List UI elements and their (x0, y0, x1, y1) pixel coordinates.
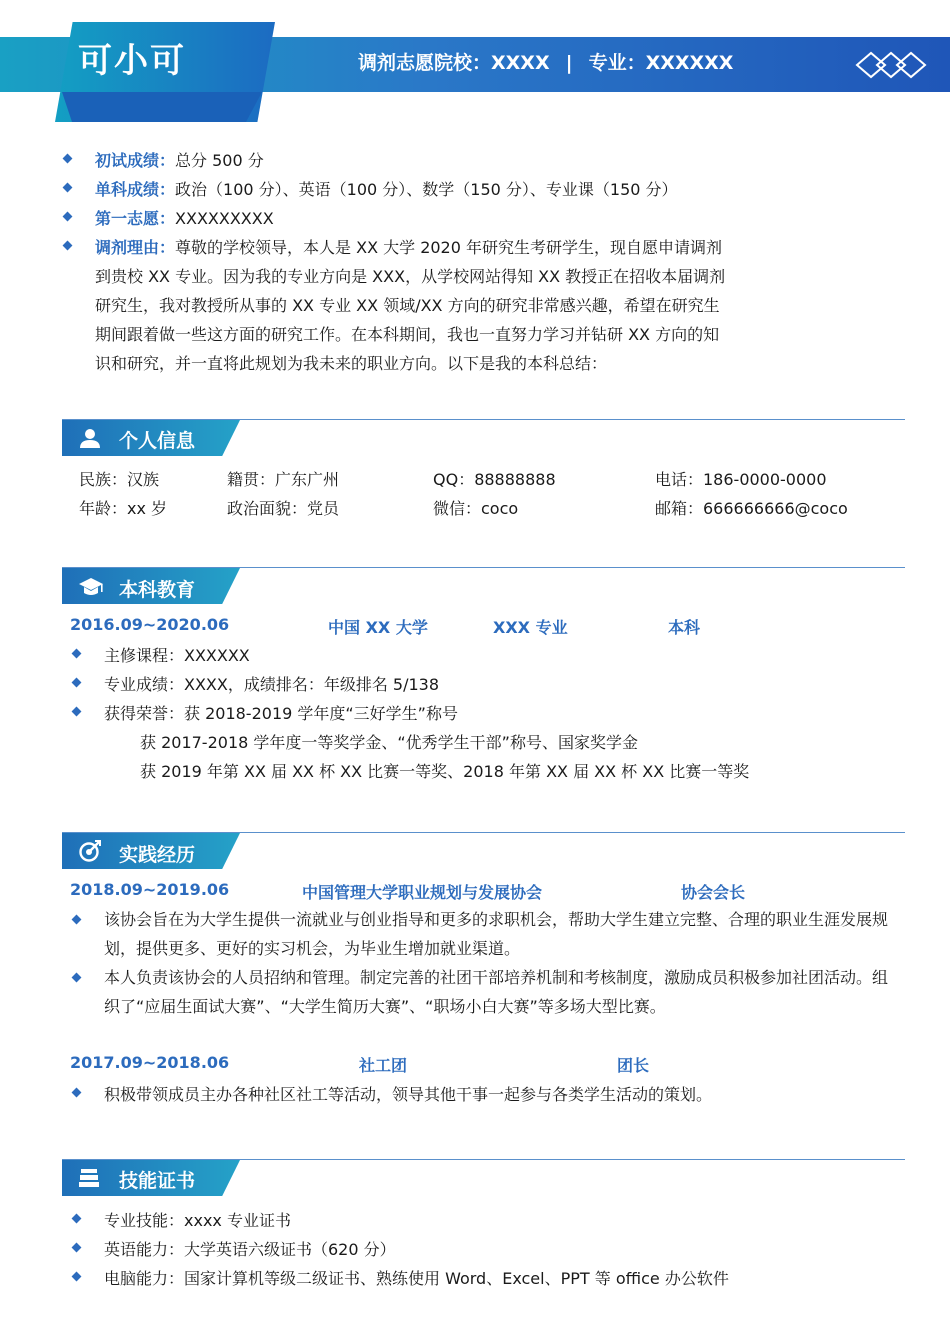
bullet-icon (72, 915, 82, 925)
intro-value: XXXXXXXXX (175, 209, 274, 228)
info-email: 邮箱：666666666@coco (655, 499, 848, 518)
bullet-icon (72, 1243, 82, 1253)
info-hometown: 籍贯：广东广州 (227, 470, 340, 489)
reason-text: 尊敬的学校领导，本人是 XX 大学 2020 年研究生考研学生，现自愿申请调剂到贵校 XX 专业。因为我的专业方向是 XXX，从学校网站得知 XX 教授正在招收本届调剂研究生，我对教授所从事的 XX 专业 XX 领域/XX 方向的研究非常感兴趣，希望在研究生期间跟着做一些这方面的研究工作。在本科期间，我也一直努力学习并钻研 XX 方向的知识和研究，并一直将此规划为我未来的职业方向。以下是我的本科总结： (95, 238, 726, 373)
bullet-icon (72, 707, 82, 717)
candidate-name: 可小可 (78, 41, 186, 81)
edu-major: XXX 专业 (493, 618, 568, 637)
intro-item (95, 177, 678, 200)
section-divider (62, 1159, 905, 1160)
target-school: 调剂志愿院校：XXXX (358, 52, 550, 74)
intro-value: 总分 500 分 (175, 151, 264, 170)
bullet-icon (72, 1088, 82, 1098)
section-title: 实践经历 (119, 844, 196, 866)
exp-role: 团长 (617, 1056, 650, 1075)
intro-value: 政治（100 分）、英语（100 分）、数学（150 分）、专业课（150 分） (175, 180, 678, 199)
info-age: 年龄：xx 岁 (79, 499, 168, 518)
skill-item: 电脑能力：国家计算机等级二级证书、熟练使用 Word、Excel、PPT 等 office 办公软件 (104, 1269, 729, 1288)
diamonds-decoration-icon (855, 50, 927, 80)
edu-item: 主修课程：XXXXXX (104, 646, 250, 665)
user-icon (78, 428, 102, 448)
exp-period: 2018.09~2019.06 (70, 880, 230, 899)
info-political: 政治面貌：党员 (227, 499, 340, 518)
reason-paragraph (95, 233, 735, 383)
target-check-icon (78, 840, 102, 862)
edu-item: 专业成绩：XXXX，成绩排名：年级排名 5/138 (104, 675, 440, 694)
target-separator: | (565, 52, 573, 74)
section-divider (62, 419, 905, 420)
bullet-icon (72, 649, 82, 659)
target-info (358, 48, 733, 75)
intro-item (95, 206, 274, 229)
section-divider (62, 832, 905, 833)
edu-school: 中国 XX 大学 (328, 618, 428, 637)
intro-item (95, 148, 264, 171)
info-phone: 电话：186-0000-0000 (655, 470, 827, 489)
skill-item: 专业技能：xxxx 专业证书 (104, 1211, 291, 1230)
edu-honor-extra: 获 2019 年第 XX 届 XX 杯 XX 比赛一等奖、2018 年第 XX 届 XX 杯 XX 比赛一等奖 (140, 762, 750, 781)
section-title: 本科教育 (119, 579, 196, 601)
bullet-icon (72, 973, 82, 983)
info-wechat: 微信：coco (433, 499, 519, 518)
target-major: 专业：XXXXXX (588, 52, 734, 74)
info-ethnicity: 民族：汉族 (79, 470, 160, 489)
bullet-icon (63, 183, 73, 193)
graduation-cap-icon (78, 577, 104, 597)
bullet-icon (72, 678, 82, 688)
section-title: 个人信息 (119, 430, 196, 452)
exp-org: 中国管理大学职业规划与发展协会 (302, 883, 543, 902)
exp-period: 2017.09~2018.06 (70, 1053, 230, 1072)
name-box-shadow (62, 92, 262, 122)
intro-label: 初试成绩： (95, 151, 176, 170)
header-banner (0, 0, 950, 125)
exp-item: 该协会旨在为大学生提供一流就业与创业指导和更多的求职机会，帮助大学生建立完整、合理的职业生涯发展规划，提供更多、更好的实习机会，为毕业生增加就业渠道。 (104, 910, 889, 958)
intro-label: 第一志愿： (95, 209, 176, 228)
section-title: 技能证书 (119, 1170, 196, 1192)
bullet-icon (63, 154, 73, 164)
exp-role: 协会会长 (681, 883, 746, 902)
exp-item: 本人负责该协会的人员招纳和管理。制定完善的社团干部培养机制和考核制度，激励成员积极参加社团活动。组织了“应届生面试大赛”、“大学生简历大赛”、“职场小白大赛”等多场大型比赛。 (104, 968, 889, 1016)
reason-label: 调剂理由： (95, 238, 176, 257)
edu-degree: 本科 (668, 618, 701, 637)
bullet-icon (72, 1214, 82, 1224)
bullet-icon (63, 241, 73, 251)
exp-item: 积极带领成员主办各种社区社工等活动，领导其他干事一起参与各类学生活动的策划。 (104, 1085, 713, 1104)
intro-label: 单科成绩： (95, 180, 176, 199)
exp-org: 社工团 (359, 1056, 408, 1075)
edu-item: 获得荣誉：获 2018-2019 学年度“三好学生”称号 (104, 704, 458, 723)
edu-honor-extra: 获 2017-2018 学年度一等奖学金、“优秀学生干部”称号、国家奖学金 (140, 733, 638, 752)
certificate-stack-icon (78, 1168, 100, 1188)
info-qq: QQ：88888888 (433, 470, 556, 489)
edu-period: 2016.09~2020.06 (70, 615, 230, 634)
bullet-icon (72, 1272, 82, 1282)
skill-item: 英语能力：大学英语六级证书（620 分） (104, 1240, 396, 1259)
bullet-icon (63, 212, 73, 222)
section-divider (62, 567, 905, 568)
